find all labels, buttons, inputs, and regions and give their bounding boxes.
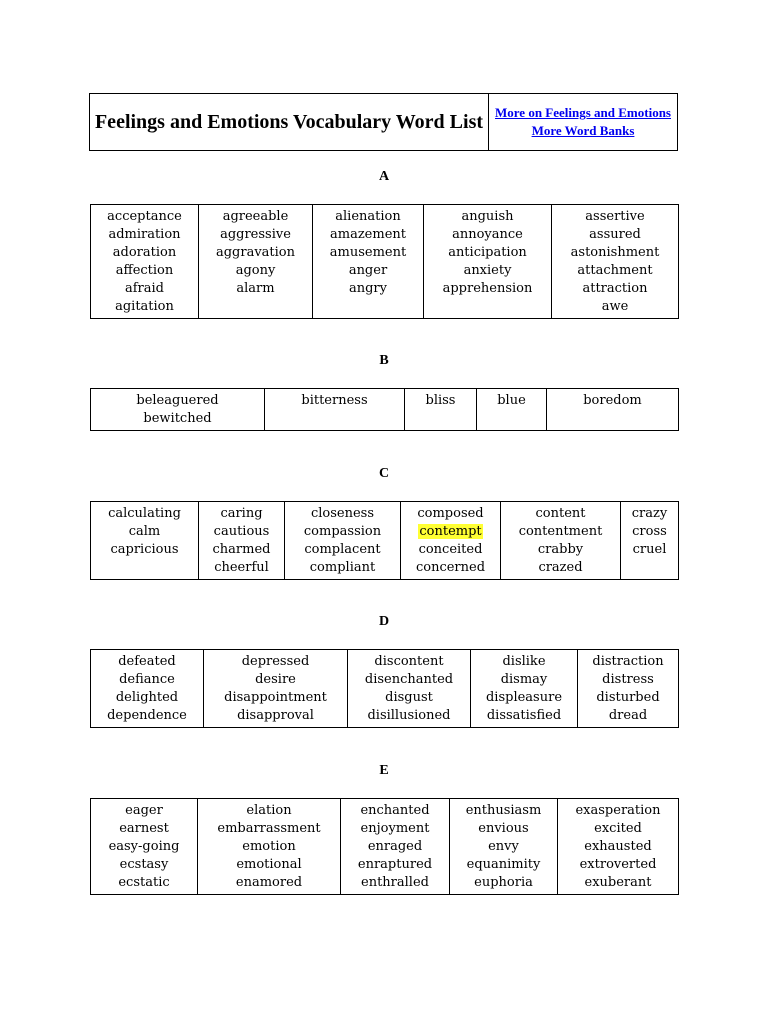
word-text: charmed [212,542,271,557]
word-item [315,262,421,280]
word-item [315,244,421,262]
word-text: anger [348,263,388,278]
word-column [477,389,547,431]
word-item [554,226,676,244]
word-text: compassion [303,524,382,539]
word-text: aggressive [220,227,291,242]
highlighted-word: contempt [419,524,482,539]
word-item [287,505,398,523]
word-text: calculating [108,506,181,521]
word-text: eager [125,803,163,818]
word-item [452,856,555,874]
word-item [93,653,201,671]
word-text: bewitched [143,411,212,426]
word-item [426,208,549,226]
word-item [315,208,421,226]
word-text: beleaguered [136,393,219,408]
word-text: cross [632,524,667,539]
word-column [341,799,450,895]
word-text: enjoyment [360,821,430,836]
word-text: caring [220,506,263,521]
word-text: exhausted [584,839,652,854]
word-text: enraged [367,839,423,854]
word-item [503,505,618,523]
word-item [201,523,282,541]
word-item [426,244,549,262]
word-column [91,799,198,895]
word-item [350,707,468,725]
word-item [554,280,676,298]
word-text: disappointment [224,690,327,705]
word-text: desire [255,672,296,687]
word-text: dread [608,708,648,723]
section-heading-d: D [378,614,390,629]
word-item [580,707,676,725]
word-text: amazement [330,227,406,242]
word-column [265,389,405,431]
word-item [93,689,201,707]
word-text: crazed [538,560,583,575]
word-item [554,298,676,316]
word-text: distraction [592,654,664,669]
word-text: euphoria [474,875,533,890]
word-text: enamored [235,875,303,890]
word-item [407,392,474,410]
word-text: emotional [236,857,302,872]
word-item [343,856,447,874]
word-item [200,802,338,820]
word-text: bliss [425,393,456,408]
word-text: ecstasy [119,857,169,872]
word-item [479,392,544,410]
word-table-d [90,649,679,728]
word-text: envy [488,839,519,854]
word-item [93,707,201,725]
word-item [343,838,447,856]
word-text: disapproval [237,708,314,723]
word-item [350,689,468,707]
word-item [452,838,555,856]
word-text: alarm [236,281,275,296]
word-text: blue [497,393,526,408]
section-heading-b: B [379,353,389,368]
word-column [348,650,471,728]
word-text: anticipation [448,245,527,260]
section-heading-a: A [378,169,390,184]
word-text: angry [348,281,387,296]
section-heading-c: C [378,466,390,481]
word-column [91,205,199,319]
word-item [623,541,676,559]
word-text: compliant [309,560,376,575]
word-item [426,226,549,244]
word-item [452,874,555,892]
word-text: attraction [582,281,648,296]
word-text: content [535,506,586,521]
word-item [201,559,282,577]
word-text: excited [594,821,642,836]
word-text: embarrassment [217,821,321,836]
word-column [621,502,679,580]
word-item [93,262,196,280]
word-item [93,298,196,316]
word-item [287,541,398,559]
word-text: agony [235,263,276,278]
word-text: emotion [242,839,296,854]
word-item [580,653,676,671]
word-text: composed [417,506,484,521]
word-text: delighted [115,690,179,705]
more-feelings-link[interactable]: More on Feelings and Emotions [495,105,671,120]
word-text: enthusiasm [465,803,542,818]
word-table-c [90,501,679,580]
word-item [93,244,196,262]
word-text: extroverted [579,857,657,872]
word-column [401,502,501,580]
word-text: dependence [107,708,187,723]
word-item [93,671,201,689]
word-item [426,262,549,280]
word-text: agitation [115,299,174,314]
word-text: crabby [537,542,584,557]
word-item [560,802,676,820]
links-cell [489,94,678,151]
word-column [578,650,679,728]
word-text: alienation [335,209,401,224]
word-text: disgust [385,690,433,705]
word-item [287,523,398,541]
word-item [315,280,421,298]
word-item [560,820,676,838]
word-text: earnest [119,821,169,836]
word-item [452,802,555,820]
word-text: admiration [108,227,181,242]
word-text: afraid [124,281,164,296]
word-column [91,502,199,580]
word-item [503,559,618,577]
word-text: attachment [577,263,653,278]
word-item [93,410,262,428]
word-text: dissatisfied [486,708,562,723]
word-text: cautious [213,524,270,539]
word-text: amusement [329,245,407,260]
word-item [93,802,195,820]
word-item [200,820,338,838]
word-text: concerned [415,560,486,575]
word-text: boredom [583,393,642,408]
more-word-banks-link[interactable]: More Word Banks [531,123,635,138]
word-item [549,392,676,410]
word-item [200,856,338,874]
word-item [201,280,310,298]
word-text: anguish [461,209,514,224]
word-column [198,799,341,895]
word-text: apprehension [442,281,533,296]
page-title: Feelings and Emotions Vocabulary Word List [90,94,489,151]
word-text: disenchanted [364,672,454,687]
word-item [554,208,676,226]
word-text: assertive [585,209,645,224]
word-table-a [90,204,679,319]
word-text: annoyance [452,227,523,242]
word-item [315,226,421,244]
word-item [267,392,402,410]
word-text: contentment [518,524,603,539]
word-item [343,820,447,838]
word-item [426,280,549,298]
word-item [473,707,575,725]
word-text: closeness [310,506,375,521]
word-column [199,502,285,580]
word-column [552,205,679,319]
word-item [554,244,676,262]
word-item [206,707,345,725]
word-text: enthralled [361,875,429,890]
word-item [201,208,310,226]
word-item [287,559,398,577]
word-column [199,205,313,319]
word-text: complacent [304,542,381,557]
word-item [206,689,345,707]
word-item [560,874,676,892]
word-text: anxiety [463,263,512,278]
word-column [424,205,552,319]
word-item [403,505,498,523]
word-column [91,650,204,728]
word-column [91,389,265,431]
word-table-e [90,798,679,895]
word-text: affection [115,263,174,278]
word-text: dislike [502,654,546,669]
word-item [343,874,447,892]
word-table-b [90,388,679,431]
word-item [503,541,618,559]
word-column [313,205,424,319]
word-item [350,653,468,671]
word-item [560,838,676,856]
word-text: assured [589,227,641,242]
word-item [200,838,338,856]
word-column [547,389,679,431]
word-item [201,262,310,280]
word-item [580,671,676,689]
word-item [473,653,575,671]
word-text: adoration [112,245,177,260]
word-text: enchanted [360,803,430,818]
header-table [89,93,678,151]
word-text: defiance [119,672,175,687]
word-column [501,502,621,580]
word-item [93,874,195,892]
word-text: cruel [632,542,667,557]
word-text: exasperation [575,803,661,818]
word-column [285,502,401,580]
word-text: ecstatic [118,875,170,890]
word-item [503,523,618,541]
word-item [93,838,195,856]
word-text: aggravation [215,245,296,260]
word-text: disturbed [596,690,660,705]
word-item [93,541,196,559]
word-item [473,689,575,707]
word-item [93,523,196,541]
word-item [403,523,498,541]
word-text: awe [601,299,629,314]
word-column [471,650,578,728]
word-item [403,541,498,559]
word-item [473,671,575,689]
word-text: easy-going [108,839,180,854]
word-text: calm [128,524,161,539]
word-text: depressed [241,654,310,669]
word-item [201,244,310,262]
word-item [623,505,676,523]
word-text: exuberant [584,875,652,890]
word-text: cheerful [214,560,269,575]
word-item [93,226,196,244]
word-item [403,559,498,577]
word-column [204,650,348,728]
word-item [554,262,676,280]
word-text: capricious [110,542,179,557]
word-text: crazy [631,506,668,521]
word-text: distress [602,672,654,687]
word-text: conceited [418,542,483,557]
word-item [343,802,447,820]
word-text: discontent [374,654,444,669]
word-column [558,799,679,895]
word-item [93,392,262,410]
word-item [201,505,282,523]
word-item [93,820,195,838]
word-text: disillusioned [367,708,451,723]
word-text: equanimity [466,857,541,872]
word-item [93,856,195,874]
word-item [623,523,676,541]
word-item [206,671,345,689]
word-item [201,541,282,559]
word-text: bitterness [301,393,368,408]
word-text: dismay [500,672,548,687]
word-item [201,226,310,244]
word-item [452,820,555,838]
word-text: agreeable [222,209,289,224]
word-item [560,856,676,874]
word-item [93,280,196,298]
word-item [580,689,676,707]
word-column [405,389,477,431]
section-heading-e: E [379,763,389,778]
word-text: enraptured [357,857,433,872]
word-item [93,208,196,226]
word-text: displeasure [485,690,563,705]
word-text: astonishment [570,245,660,260]
word-column [450,799,558,895]
word-item [93,505,196,523]
word-item [200,874,338,892]
word-text: elation [246,803,292,818]
word-text: envious [478,821,529,836]
word-text: acceptance [107,209,182,224]
word-text: defeated [118,654,176,669]
word-item [206,653,345,671]
word-item [350,671,468,689]
